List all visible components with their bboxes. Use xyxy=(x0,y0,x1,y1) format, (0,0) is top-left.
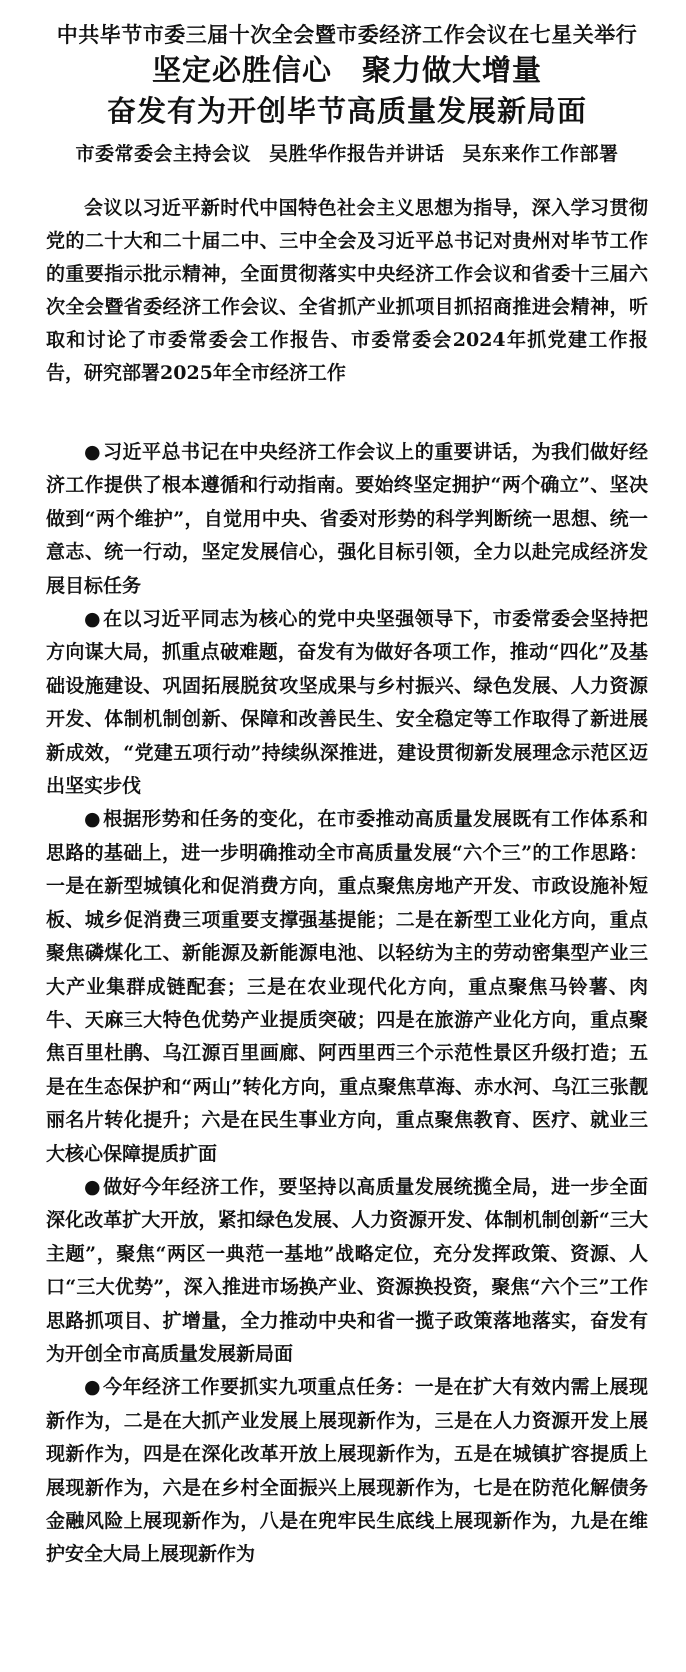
key-point-text: 做好今年经济工作，要坚持以高质量发展统揽全局，进一步全面深化改革扩大开放，紧扣绿色发展、人力资源开发、体制机制创新“三大主题”，聚焦“两区一典范一基地”战略定位，充分发挥政策、资源、人口“三大优势”，深入推进市场换产业、资源换投资，聚焦“六个三”工作思路抓项目、扩增量，全力推动中央和省一揽子政策落地落实，奋发有为开创全市高质量发展新局面 xyxy=(46,1175,648,1365)
key-point-text: 今年经济工作要抓实九项重点任务：一是在扩大有效内需上展现新作为，二是在大抓产业发展上展现新作为，三是在人力资源开发上展现新作为，四是在深化改革开放上展现新作为，五是在城镇扩容提质上展现新作为，六是在乡村全面振兴上展现新作为，七是在防范化解债务金融风险上展现新作为，八是在兜牢民生底线上展现新作为，九是在维护安全大局上展现新作为 xyxy=(46,1376,648,1566)
bullet-icon: ● xyxy=(84,441,101,463)
key-point-5 xyxy=(46,1371,648,1571)
headline-part-1: 坚定必胜信心 xyxy=(151,53,332,87)
bullet-icon: ● xyxy=(84,1175,101,1198)
key-point-text: 根据形势和任务的变化，在市委推动高质量发展既有工作体系和思路的基础上，进一步明确推动全市高质量发展“六个三”的工作思路：一是在新型城镇化和促消费方向，重点聚焦房地产开发、市政设施补短板、城乡促消费三项重要支撑强基提能；二是在新型工业化方向，重点聚焦磷煤化工、新能源及新能源电池、以轻纺为主的劳动密集型产业三大产业集群成链配套；三是在农业现代化方向，重点聚焦马铃薯、肉牛、天麻三大特色优势产业提质突破；四是在旅游产业化方向，重点聚焦百里杜鹃、乌江源百里画廊、阿西里西三个示范性景区升级打造；五是在生态保护和“两山”转化方向，重点聚焦草海、赤水河、乌江三张靓丽名片转化提升；六是在民生事业方向，重点聚焦教育、医疗、就业三大核心保障提质扩面 xyxy=(46,808,648,1165)
key-point-4 xyxy=(46,1171,648,1371)
key-points-list xyxy=(46,436,648,1572)
headline-part-2: 聚力做大增量 xyxy=(362,53,543,87)
key-point-3 xyxy=(46,803,648,1170)
subhead-part-3: 吴东来作工作部署 xyxy=(462,143,619,165)
kicker-headline: 中共毕节市委三届十次全会暨市委经济工作会议在七星关举行 xyxy=(56,22,638,47)
bullet-icon: ● xyxy=(84,608,101,631)
key-point-2 xyxy=(46,603,648,803)
subheadline xyxy=(46,138,648,170)
bullet-icon: ● xyxy=(84,808,101,831)
main-headline-line-2: 奋发有为开创毕节高质量发展新局面 xyxy=(106,94,587,128)
lead-paragraph: 会议以习近平新时代中国特色社会主义思想为指导，深入学习贯彻党的二十大和二十届二中、三中全会及习近平总书记对贵州对毕节工作的重要指示批示精神，全面贯彻落实中央经济工作会议和省委十三届六次全会暨省委经济工作会议、全省抓产业抓项目抓招商推进会精神，听取和讨论了市委常委会工作报告、市委常委会2024年抓党建工作报告，研究部署2025年全市经济工作 xyxy=(46,197,648,384)
key-point-text: 在以习近平同志为核心的党中央坚强领导下，市委常委会坚持把方向谋大局，抓重点破难题，奋发有为做好各项工作，推动“四化”及基础设施建设、巩固拓展脱贫攻坚成果与乡村振兴、绿色发展、人力资源开发、体制机制创新、保障和改善民生、安全稳定等工作取得了新进展新成效，“党建五项行动”持续纵深推进，建设贯彻新发展理念示范区迈出坚实步伐 xyxy=(46,608,648,798)
subhead-part-2: 吴胜华作报告并讲话 xyxy=(268,143,445,165)
key-point-1 xyxy=(46,436,648,603)
key-point-text: 习近平总书记在中央经济工作会议上的重要讲话，为我们做好经济工作提供了根本遵循和行动指南。要始终坚定拥护“两个确立”、坚决做到“两个维护”，自觉用中央、省委对形势的科学判断统一思想、统一意志、统一行动，坚定发展信心，强化目标引领，全力以赴完成经济发展目标任务 xyxy=(46,441,648,597)
subhead-part-1: 市委常委会主持会议 xyxy=(75,143,251,165)
main-headline-line-1 xyxy=(46,50,648,91)
bullet-icon: ● xyxy=(84,1376,101,1399)
